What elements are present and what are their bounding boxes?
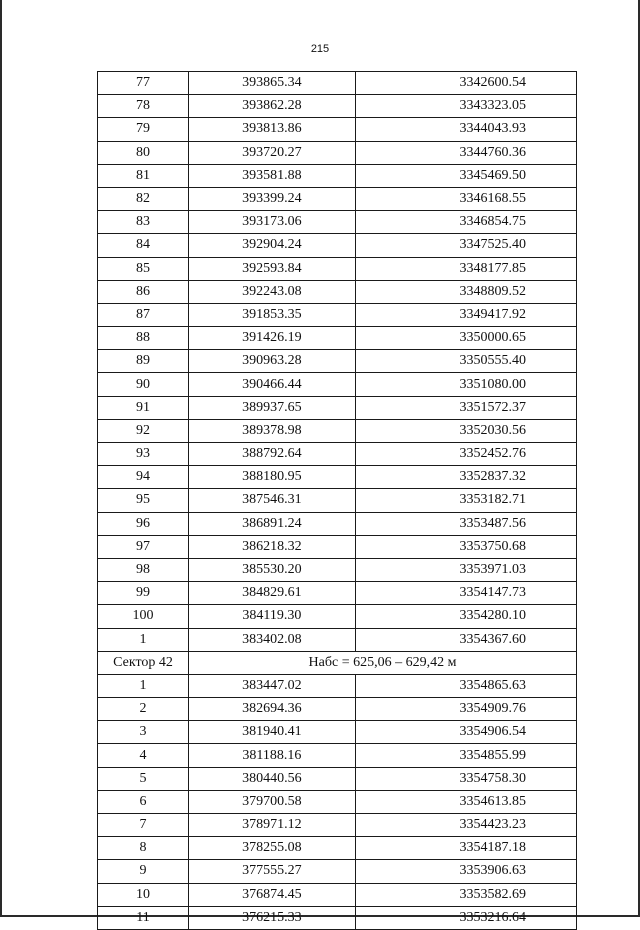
y-coordinate-cell: 3354613.85	[355, 790, 576, 813]
point-number-cell: 3	[98, 721, 189, 744]
sector-height-range: Набс = 625,06 – 629,42 м	[189, 651, 577, 674]
table-row	[98, 443, 577, 466]
x-coordinate-cell: 378971.12	[189, 814, 356, 837]
table-row	[98, 118, 577, 141]
table-row	[98, 303, 577, 326]
point-number-cell: 84	[98, 234, 189, 257]
table-row	[98, 790, 577, 813]
y-coordinate-cell: 3353971.03	[355, 558, 576, 581]
table-row	[98, 512, 577, 535]
table-row	[98, 141, 577, 164]
table-row	[98, 883, 577, 906]
point-number-cell: 6	[98, 790, 189, 813]
point-number-cell: 5	[98, 767, 189, 790]
y-coordinate-cell: 3346854.75	[355, 211, 576, 234]
x-coordinate-cell: 376215.33	[189, 906, 356, 929]
x-coordinate-cell: 390466.44	[189, 373, 356, 396]
point-number-cell: 11	[98, 906, 189, 929]
point-number-cell: 86	[98, 280, 189, 303]
table-row	[98, 535, 577, 558]
x-coordinate-cell: 393865.34	[189, 72, 356, 95]
y-coordinate-cell: 3351572.37	[355, 396, 576, 419]
y-coordinate-cell: 3354367.60	[355, 628, 576, 651]
table-row	[98, 72, 577, 95]
table-row	[98, 837, 577, 860]
x-coordinate-cell: 381940.41	[189, 721, 356, 744]
point-number-cell: 90	[98, 373, 189, 396]
table-row	[98, 164, 577, 187]
y-coordinate-cell: 3353906.63	[355, 860, 576, 883]
coordinates-table-body	[98, 72, 577, 930]
y-coordinate-cell: 3349417.92	[355, 303, 576, 326]
y-coordinate-cell: 3344760.36	[355, 141, 576, 164]
x-coordinate-cell: 383447.02	[189, 674, 356, 697]
table-row	[98, 257, 577, 280]
point-number-cell: 93	[98, 443, 189, 466]
x-coordinate-cell: 393813.86	[189, 118, 356, 141]
y-coordinate-cell: 3353182.71	[355, 489, 576, 512]
x-coordinate-cell: 376874.45	[189, 883, 356, 906]
x-coordinate-cell: 385530.20	[189, 558, 356, 581]
y-coordinate-cell: 3354423.23	[355, 814, 576, 837]
y-coordinate-cell: 3354909.76	[355, 698, 576, 721]
point-number-cell: 94	[98, 466, 189, 489]
y-coordinate-cell: 3353487.56	[355, 512, 576, 535]
x-coordinate-cell: 393581.88	[189, 164, 356, 187]
y-coordinate-cell: 3346168.55	[355, 187, 576, 210]
point-number-cell: 2	[98, 698, 189, 721]
point-number-cell: 95	[98, 489, 189, 512]
table-row	[98, 419, 577, 442]
point-number-cell: 78	[98, 95, 189, 118]
y-coordinate-cell: 3351080.00	[355, 373, 576, 396]
point-number-cell: 1	[98, 628, 189, 651]
point-number-cell: 4	[98, 744, 189, 767]
y-coordinate-cell: 3352030.56	[355, 419, 576, 442]
table-row	[98, 605, 577, 628]
point-number-cell: 91	[98, 396, 189, 419]
x-coordinate-cell: 380440.56	[189, 767, 356, 790]
x-coordinate-cell: 382694.36	[189, 698, 356, 721]
point-number-cell: 80	[98, 141, 189, 164]
table-row	[98, 767, 577, 790]
table-row	[98, 211, 577, 234]
y-coordinate-cell: 3354280.10	[355, 605, 576, 628]
y-coordinate-cell: 3345469.50	[355, 164, 576, 187]
point-number-cell: 85	[98, 257, 189, 280]
page-number: 215	[310, 43, 330, 55]
table-row	[98, 327, 577, 350]
table-row	[98, 582, 577, 605]
table-row	[98, 373, 577, 396]
point-number-cell: 96	[98, 512, 189, 535]
y-coordinate-cell: 3352452.76	[355, 443, 576, 466]
x-coordinate-cell: 379700.58	[189, 790, 356, 813]
x-coordinate-cell: 381188.16	[189, 744, 356, 767]
point-number-cell: 89	[98, 350, 189, 373]
y-coordinate-cell: 3350000.65	[355, 327, 576, 350]
y-coordinate-cell: 3347525.40	[355, 234, 576, 257]
x-coordinate-cell: 392243.08	[189, 280, 356, 303]
table-row	[98, 814, 577, 837]
coordinates-table	[97, 71, 577, 930]
x-coordinate-cell: 378255.08	[189, 837, 356, 860]
y-coordinate-cell: 3354865.63	[355, 674, 576, 697]
y-coordinate-cell: 3353582.69	[355, 883, 576, 906]
point-number-cell: 79	[98, 118, 189, 141]
table-row	[98, 280, 577, 303]
point-number-cell: 99	[98, 582, 189, 605]
x-coordinate-cell: 392904.24	[189, 234, 356, 257]
x-coordinate-cell: 393399.24	[189, 187, 356, 210]
table-row	[98, 350, 577, 373]
table-row	[98, 396, 577, 419]
point-number-cell: 98	[98, 558, 189, 581]
point-number-cell: 10	[98, 883, 189, 906]
x-coordinate-cell: 391853.35	[189, 303, 356, 326]
x-coordinate-cell: 377555.27	[189, 860, 356, 883]
x-coordinate-cell: 392593.84	[189, 257, 356, 280]
table-row	[98, 95, 577, 118]
y-coordinate-cell: 3353750.68	[355, 535, 576, 558]
y-coordinate-cell: 3354906.54	[355, 721, 576, 744]
x-coordinate-cell: 383402.08	[189, 628, 356, 651]
table-row	[98, 466, 577, 489]
point-number-cell: 88	[98, 327, 189, 350]
point-number-cell: 82	[98, 187, 189, 210]
x-coordinate-cell: 384829.61	[189, 582, 356, 605]
table-row	[98, 558, 577, 581]
x-coordinate-cell: 390963.28	[189, 350, 356, 373]
x-coordinate-cell: 388792.64	[189, 443, 356, 466]
x-coordinate-cell: 389937.65	[189, 396, 356, 419]
point-number-cell: 8	[98, 837, 189, 860]
y-coordinate-cell: 3348809.52	[355, 280, 576, 303]
sector-header-row	[98, 651, 577, 674]
y-coordinate-cell: 3354855.99	[355, 744, 576, 767]
x-coordinate-cell: 386218.32	[189, 535, 356, 558]
x-coordinate-cell: 387546.31	[189, 489, 356, 512]
x-coordinate-cell: 393862.28	[189, 95, 356, 118]
x-coordinate-cell: 393720.27	[189, 141, 356, 164]
table-row	[98, 698, 577, 721]
point-number-cell: 9	[98, 860, 189, 883]
x-coordinate-cell: 391426.19	[189, 327, 356, 350]
y-coordinate-cell: 3343323.05	[355, 95, 576, 118]
point-number-cell: 92	[98, 419, 189, 442]
table-row	[98, 628, 577, 651]
point-number-cell: 7	[98, 814, 189, 837]
y-coordinate-cell: 3350555.40	[355, 350, 576, 373]
x-coordinate-cell: 388180.95	[189, 466, 356, 489]
point-number-cell: 97	[98, 535, 189, 558]
table-row	[98, 906, 577, 929]
table-row	[98, 187, 577, 210]
sector-label: Сектор 42	[98, 651, 189, 674]
y-coordinate-cell: 3348177.85	[355, 257, 576, 280]
y-coordinate-cell: 3354187.18	[355, 837, 576, 860]
y-coordinate-cell: 3354758.30	[355, 767, 576, 790]
table-row	[98, 489, 577, 512]
y-coordinate-cell: 3344043.93	[355, 118, 576, 141]
x-coordinate-cell: 393173.06	[189, 211, 356, 234]
table-row	[98, 860, 577, 883]
y-coordinate-cell: 3352837.32	[355, 466, 576, 489]
table-row	[98, 721, 577, 744]
x-coordinate-cell: 389378.98	[189, 419, 356, 442]
page-edge-left	[0, 0, 2, 917]
y-coordinate-cell: 3354147.73	[355, 582, 576, 605]
y-coordinate-cell: 3342600.54	[355, 72, 576, 95]
point-number-cell: 87	[98, 303, 189, 326]
x-coordinate-cell: 386891.24	[189, 512, 356, 535]
y-coordinate-cell: 3353216.64	[355, 906, 576, 929]
table-row	[98, 674, 577, 697]
x-coordinate-cell: 384119.30	[189, 605, 356, 628]
table-row	[98, 234, 577, 257]
point-number-cell: 83	[98, 211, 189, 234]
point-number-cell: 100	[98, 605, 189, 628]
table-row	[98, 744, 577, 767]
point-number-cell: 1	[98, 674, 189, 697]
point-number-cell: 77	[98, 72, 189, 95]
point-number-cell: 81	[98, 164, 189, 187]
